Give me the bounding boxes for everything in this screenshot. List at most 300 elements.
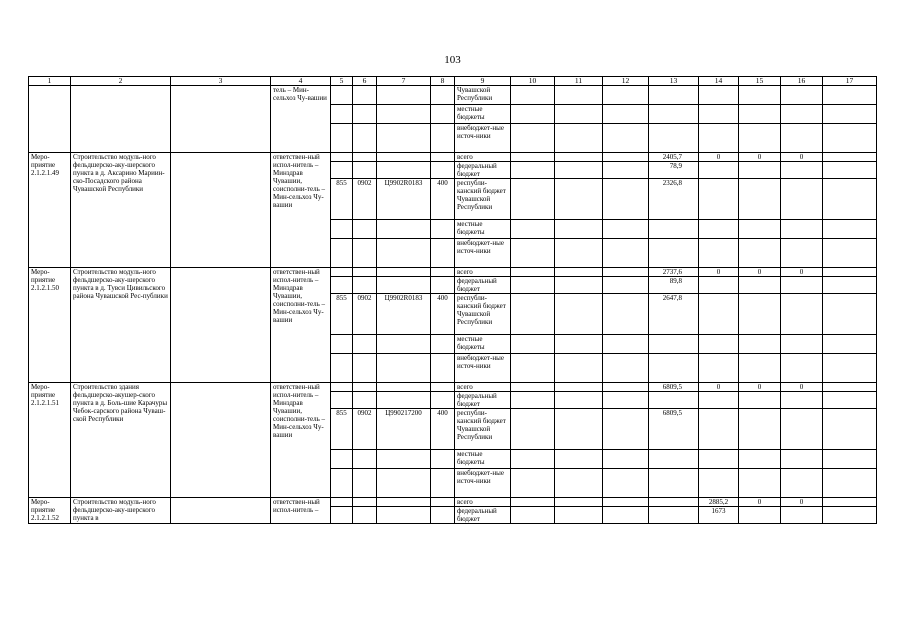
value-cell-16: 0 [781,498,823,507]
funding-source-cell: местные бюджеты [455,220,511,239]
value-cell [555,507,603,524]
grbs-code-cell [331,335,353,354]
value-cell-14 [699,277,739,294]
expense-type-cell [431,392,455,409]
value-cell-17 [823,277,877,294]
section-code-cell [353,469,377,498]
c7-cell [377,124,431,153]
value-cell [603,450,649,469]
header-row [29,77,877,86]
value-cell [603,392,649,409]
value-cell-15 [739,294,781,335]
table-row [29,153,877,162]
value-cell [823,124,877,153]
value-cell-14 [699,469,739,498]
value-cell [511,220,555,239]
value-cell-14: 0 [699,383,739,392]
value-cell [603,179,649,220]
value-cell-13: 89,8 [649,277,699,294]
budget-table [28,76,877,524]
measure-id-cell: Меро-приятие 2.1.2.1.49 [29,153,71,268]
value-cell [603,86,649,105]
value-cell [555,105,603,124]
target-article-cell [377,239,431,268]
value-cell [603,268,649,277]
expense-type-cell: 400 [431,179,455,220]
c5-cell [331,105,353,124]
section-code-cell [353,239,377,268]
value-cell-14: 0 [699,153,739,162]
value-cell-17 [823,294,877,335]
value-cell-15 [739,277,781,294]
value-cell [603,105,649,124]
value-cell-15 [739,335,781,354]
value-cell [603,354,649,383]
value-cell [511,105,555,124]
value-cell-13: 2405,7 [649,153,699,162]
value-cell [511,450,555,469]
value-cell [649,86,699,105]
value-cell-15 [739,239,781,268]
c8-cell [431,124,455,153]
value-cell-17 [823,469,877,498]
value-cell-14 [699,354,739,383]
value-cell [511,392,555,409]
value-cell [555,383,603,392]
header-cell: 17 [823,77,877,86]
measure-name-cell: Строительство модуль-ного фельдшерско-аку-шерского пункта в д. Аксарино Мариин-ско-Посадского района Чувашской Республики [71,153,171,268]
grbs-code-cell: 855 [331,179,353,220]
value-cell-15 [739,450,781,469]
value-cell-17 [823,268,877,277]
responsible-cell: ответствен-ный испол-нитель – Минздрав Чувашии, соисполни-тель – Мин-сельхоз Чу-вашии [271,268,331,383]
value-cell [555,268,603,277]
grbs-code-cell [331,383,353,392]
value-cell-13: 2326,8 [649,179,699,220]
value-cell [555,277,603,294]
value-cell [603,507,649,524]
header-cell: 4 [271,77,331,86]
expense-type-cell [431,220,455,239]
grbs-code-cell [331,239,353,268]
funding-source-cell: внебюджет-ные источ-ники [455,124,511,153]
value-cell-14 [699,409,739,450]
value-cell-15 [739,392,781,409]
grbs-code-cell [331,354,353,383]
expense-type-cell [431,354,455,383]
c6-cell [353,86,377,105]
c7-cell [377,86,431,105]
value-cell-17 [823,392,877,409]
value-cell-13 [649,239,699,268]
target-article-cell [377,220,431,239]
c8-cell [431,86,455,105]
responsible-cell: ответствен-ный испол-нитель – Минздрав Чувашии, соисполни-тель – Мин-сельхоз Чу-вашии [271,383,331,498]
value-cell [511,335,555,354]
value-cell-13 [649,498,699,507]
value-cell [511,409,555,450]
value-cell-13: 2647,8 [649,294,699,335]
grbs-code-cell [331,268,353,277]
header-cell: 10 [511,77,555,86]
value-cell [649,124,699,153]
value-cell-17 [823,220,877,239]
value-cell [555,153,603,162]
header-cell: 3 [171,77,271,86]
value-cell [823,86,877,105]
value-cell [699,124,739,153]
value-cell-17 [823,153,877,162]
funding-source-cell: внебюджет-ные источ-ники [455,239,511,268]
value-cell [555,124,603,153]
target-article-cell [377,354,431,383]
section-code-cell: 0902 [353,409,377,450]
target-article-cell [377,335,431,354]
value-cell [555,239,603,268]
value-cell [603,124,649,153]
value-cell [781,124,823,153]
expense-type-cell [431,450,455,469]
value-cell [739,86,781,105]
funding-source-cell: федеральный бюджет [455,392,511,409]
value-cell-13: 78,9 [649,162,699,179]
value-cell [555,469,603,498]
grbs-code-cell: 855 [331,294,353,335]
value-cell-14 [699,239,739,268]
value-cell [555,450,603,469]
funding-source-cell: внебюджет-ные источ-ники [455,469,511,498]
value-cell-16 [781,335,823,354]
value-cell-13 [649,450,699,469]
header-cell: 15 [739,77,781,86]
grbs-code-cell [331,153,353,162]
value-cell [511,354,555,383]
value-cell [511,294,555,335]
value-cell-16: 0 [781,383,823,392]
value-cell-15 [739,220,781,239]
col3-cell [171,86,271,153]
value-cell [603,335,649,354]
expense-type-cell [431,268,455,277]
measure-id-cell: Меро-приятие 2.1.2.1.52 [29,498,71,524]
value-cell [649,105,699,124]
measure-name-cell: Строительство модуль-ного фельдшерско-аку-шерского пункта в д. Тувси Цивильского района Чувашской Рес-публики [71,268,171,383]
value-cell-14 [699,220,739,239]
value-cell [781,86,823,105]
value-cell [555,354,603,383]
table-row [29,86,877,105]
target-article-cell [377,268,431,277]
value-cell [603,277,649,294]
section-code-cell [353,335,377,354]
value-cell [511,498,555,507]
funding-source-cell: местные бюджеты [455,335,511,354]
grbs-code-cell: 855 [331,409,353,450]
funding-source-cell: федеральный бюджет [455,277,511,294]
header-cell: 5 [331,77,353,86]
value-cell-16 [781,507,823,524]
grbs-code-cell [331,220,353,239]
value-cell-13 [649,335,699,354]
value-cell-17 [823,507,877,524]
expense-type-cell [431,498,455,507]
header-cell: 16 [781,77,823,86]
value-cell-13 [649,392,699,409]
value-cell [823,105,877,124]
target-article-cell [377,153,431,162]
value-cell-16 [781,294,823,335]
responsible-cell: ответствен-ный испол-нитель – [271,498,331,524]
value-cell [603,220,649,239]
funding-source-cell: местные бюджеты [455,450,511,469]
value-cell-16 [781,409,823,450]
section-code-cell [353,153,377,162]
value-cell-17 [823,162,877,179]
table-row [29,268,877,277]
value-cell [555,220,603,239]
value-cell-14 [699,450,739,469]
responsible-cell: ответствен-ный испол-нитель – Минздрав Чувашии, соисполни-тель – Мин-сельхоз Чу-вашии [271,153,331,268]
funding-source-cell: местные бюджеты [455,105,511,124]
expense-type-cell: 400 [431,409,455,450]
value-cell-14 [699,335,739,354]
funding-source-cell: Чувашской Республики [455,86,511,105]
c5-cell [331,86,353,105]
value-cell [511,153,555,162]
target-article-cell: Ц990217200 [377,409,431,450]
value-cell [699,105,739,124]
value-cell-16 [781,392,823,409]
funding-source-cell: федеральный бюджет [455,507,511,524]
col3-cell [171,268,271,383]
value-cell [603,409,649,450]
page-number: 103 [444,54,461,66]
value-cell-13 [649,469,699,498]
section-code-cell: 0902 [353,294,377,335]
expense-type-cell: 400 [431,294,455,335]
value-cell [511,239,555,268]
value-cell [603,383,649,392]
target-article-cell [377,498,431,507]
expense-type-cell [431,383,455,392]
value-cell-16 [781,450,823,469]
c8-cell [431,105,455,124]
value-cell-15: 0 [739,268,781,277]
grbs-code-cell [331,469,353,498]
value-cell-15 [739,162,781,179]
header-cell: 9 [455,77,511,86]
value-cell-13: 6809,5 [649,409,699,450]
section-code-cell [353,162,377,179]
funding-source-cell: всего [455,268,511,277]
measure-name-cell: Строительство модуль-ного фельдшерско-аку-шерского пункта в [71,498,171,524]
grbs-code-cell [331,507,353,524]
col2-cell [71,86,171,153]
value-cell [781,105,823,124]
value-cell [511,277,555,294]
header-cell: 2 [71,77,171,86]
value-cell-13: 2737,6 [649,268,699,277]
value-cell [511,268,555,277]
funding-source-cell: всего [455,498,511,507]
header-cell: 13 [649,77,699,86]
grbs-code-cell [331,277,353,294]
target-article-cell [377,383,431,392]
c7-cell [377,105,431,124]
value-cell-16 [781,220,823,239]
funding-source-cell: всего [455,383,511,392]
value-cell [603,294,649,335]
responsible-cell: тель – Мин-сельхоз Чу-вашии [271,86,331,153]
section-code-cell [353,450,377,469]
grbs-code-cell [331,162,353,179]
value-cell-14 [699,392,739,409]
section-code-cell [353,354,377,383]
value-cell [603,498,649,507]
value-cell [555,392,603,409]
expense-type-cell [431,162,455,179]
value-cell-16 [781,179,823,220]
header-cell: 7 [377,77,431,86]
header-cell: 14 [699,77,739,86]
value-cell-16 [781,162,823,179]
section-code-cell [353,383,377,392]
value-cell-13 [649,507,699,524]
col3-cell [171,153,271,268]
value-cell [699,86,739,105]
target-article-cell: Ц9902R0183 [377,294,431,335]
value-cell [511,179,555,220]
value-cell [555,162,603,179]
value-cell [603,239,649,268]
expense-type-cell [431,507,455,524]
value-cell-17 [823,450,877,469]
value-cell-15 [739,409,781,450]
funding-source-cell: всего [455,153,511,162]
funding-source-cell: республи-канский бюджет Чувашской Республики [455,409,511,450]
target-article-cell [377,277,431,294]
value-cell [511,469,555,498]
value-cell-17 [823,498,877,507]
value-cell-17 [823,354,877,383]
value-cell-15: 0 [739,498,781,507]
value-cell [603,469,649,498]
header-cell: 1 [29,77,71,86]
section-code-cell [353,498,377,507]
expense-type-cell [431,469,455,498]
value-cell-15 [739,469,781,498]
section-code-cell [353,268,377,277]
value-cell-14 [699,294,739,335]
value-cell-14: 1673 [699,507,739,524]
value-cell-17 [823,239,877,268]
value-cell-14 [699,162,739,179]
value-cell [555,409,603,450]
value-cell-16 [781,354,823,383]
header-cell: 6 [353,77,377,86]
funding-source-cell: федеральный бюджет [455,162,511,179]
measure-id-cell: Меро-приятие 2.1.2.1.50 [29,268,71,383]
section-code-cell: 0902 [353,179,377,220]
section-code-cell [353,277,377,294]
c6-cell [353,105,377,124]
target-article-cell [377,450,431,469]
c5-cell [331,124,353,153]
target-article-cell [377,162,431,179]
value-cell-15: 0 [739,383,781,392]
expense-type-cell [431,335,455,354]
grbs-code-cell [331,498,353,507]
value-cell [555,86,603,105]
target-article-cell [377,507,431,524]
col3-cell [171,498,271,524]
table-row [29,498,877,507]
table-row [29,383,877,392]
funding-source-cell: республи-канский бюджет Чувашской Республики [455,294,511,335]
value-cell [603,153,649,162]
value-cell [555,294,603,335]
value-cell [739,124,781,153]
value-cell [511,162,555,179]
value-cell-14 [699,179,739,220]
value-cell-15 [739,354,781,383]
value-cell [555,498,603,507]
value-cell-16 [781,239,823,268]
value-cell [739,105,781,124]
c6-cell [353,124,377,153]
value-cell [511,86,555,105]
value-cell [511,124,555,153]
section-code-cell [353,507,377,524]
funding-source-cell: республи-канский бюджет Чувашской Республики [455,179,511,220]
value-cell [555,335,603,354]
header-cell: 8 [431,77,455,86]
section-code-cell [353,392,377,409]
grbs-code-cell [331,392,353,409]
value-cell-13 [649,220,699,239]
value-cell-16 [781,469,823,498]
value-cell-15: 0 [739,153,781,162]
value-cell [555,179,603,220]
section-code-cell [353,220,377,239]
measure-name-cell: Строительство здания фельдшерско-акушер-ского пункта в д. Боль-шие Карачуры Чебок-сарского района Чуваш-ской Республики [71,383,171,498]
expense-type-cell [431,277,455,294]
value-cell-16: 0 [781,268,823,277]
value-cell [603,162,649,179]
expense-type-cell [431,239,455,268]
value-cell-17 [823,335,877,354]
value-cell [511,507,555,524]
value-cell-16 [781,277,823,294]
funding-source-cell: внебюджет-ные источ-ники [455,354,511,383]
header-cell: 12 [603,77,649,86]
value-cell-14: 0 [699,268,739,277]
target-article-cell [377,469,431,498]
grbs-code-cell [331,450,353,469]
value-cell-17 [823,179,877,220]
col3-cell [171,383,271,498]
value-cell-13: 6809,5 [649,383,699,392]
value-cell-15 [739,507,781,524]
expense-type-cell [431,153,455,162]
value-cell-14: 2885,2 [699,498,739,507]
value-cell-17 [823,409,877,450]
value-cell-16: 0 [781,153,823,162]
col1-cell [29,86,71,153]
header-cell: 11 [555,77,603,86]
measure-id-cell: Меро-приятие 2.1.2.1.51 [29,383,71,498]
value-cell-17 [823,383,877,392]
